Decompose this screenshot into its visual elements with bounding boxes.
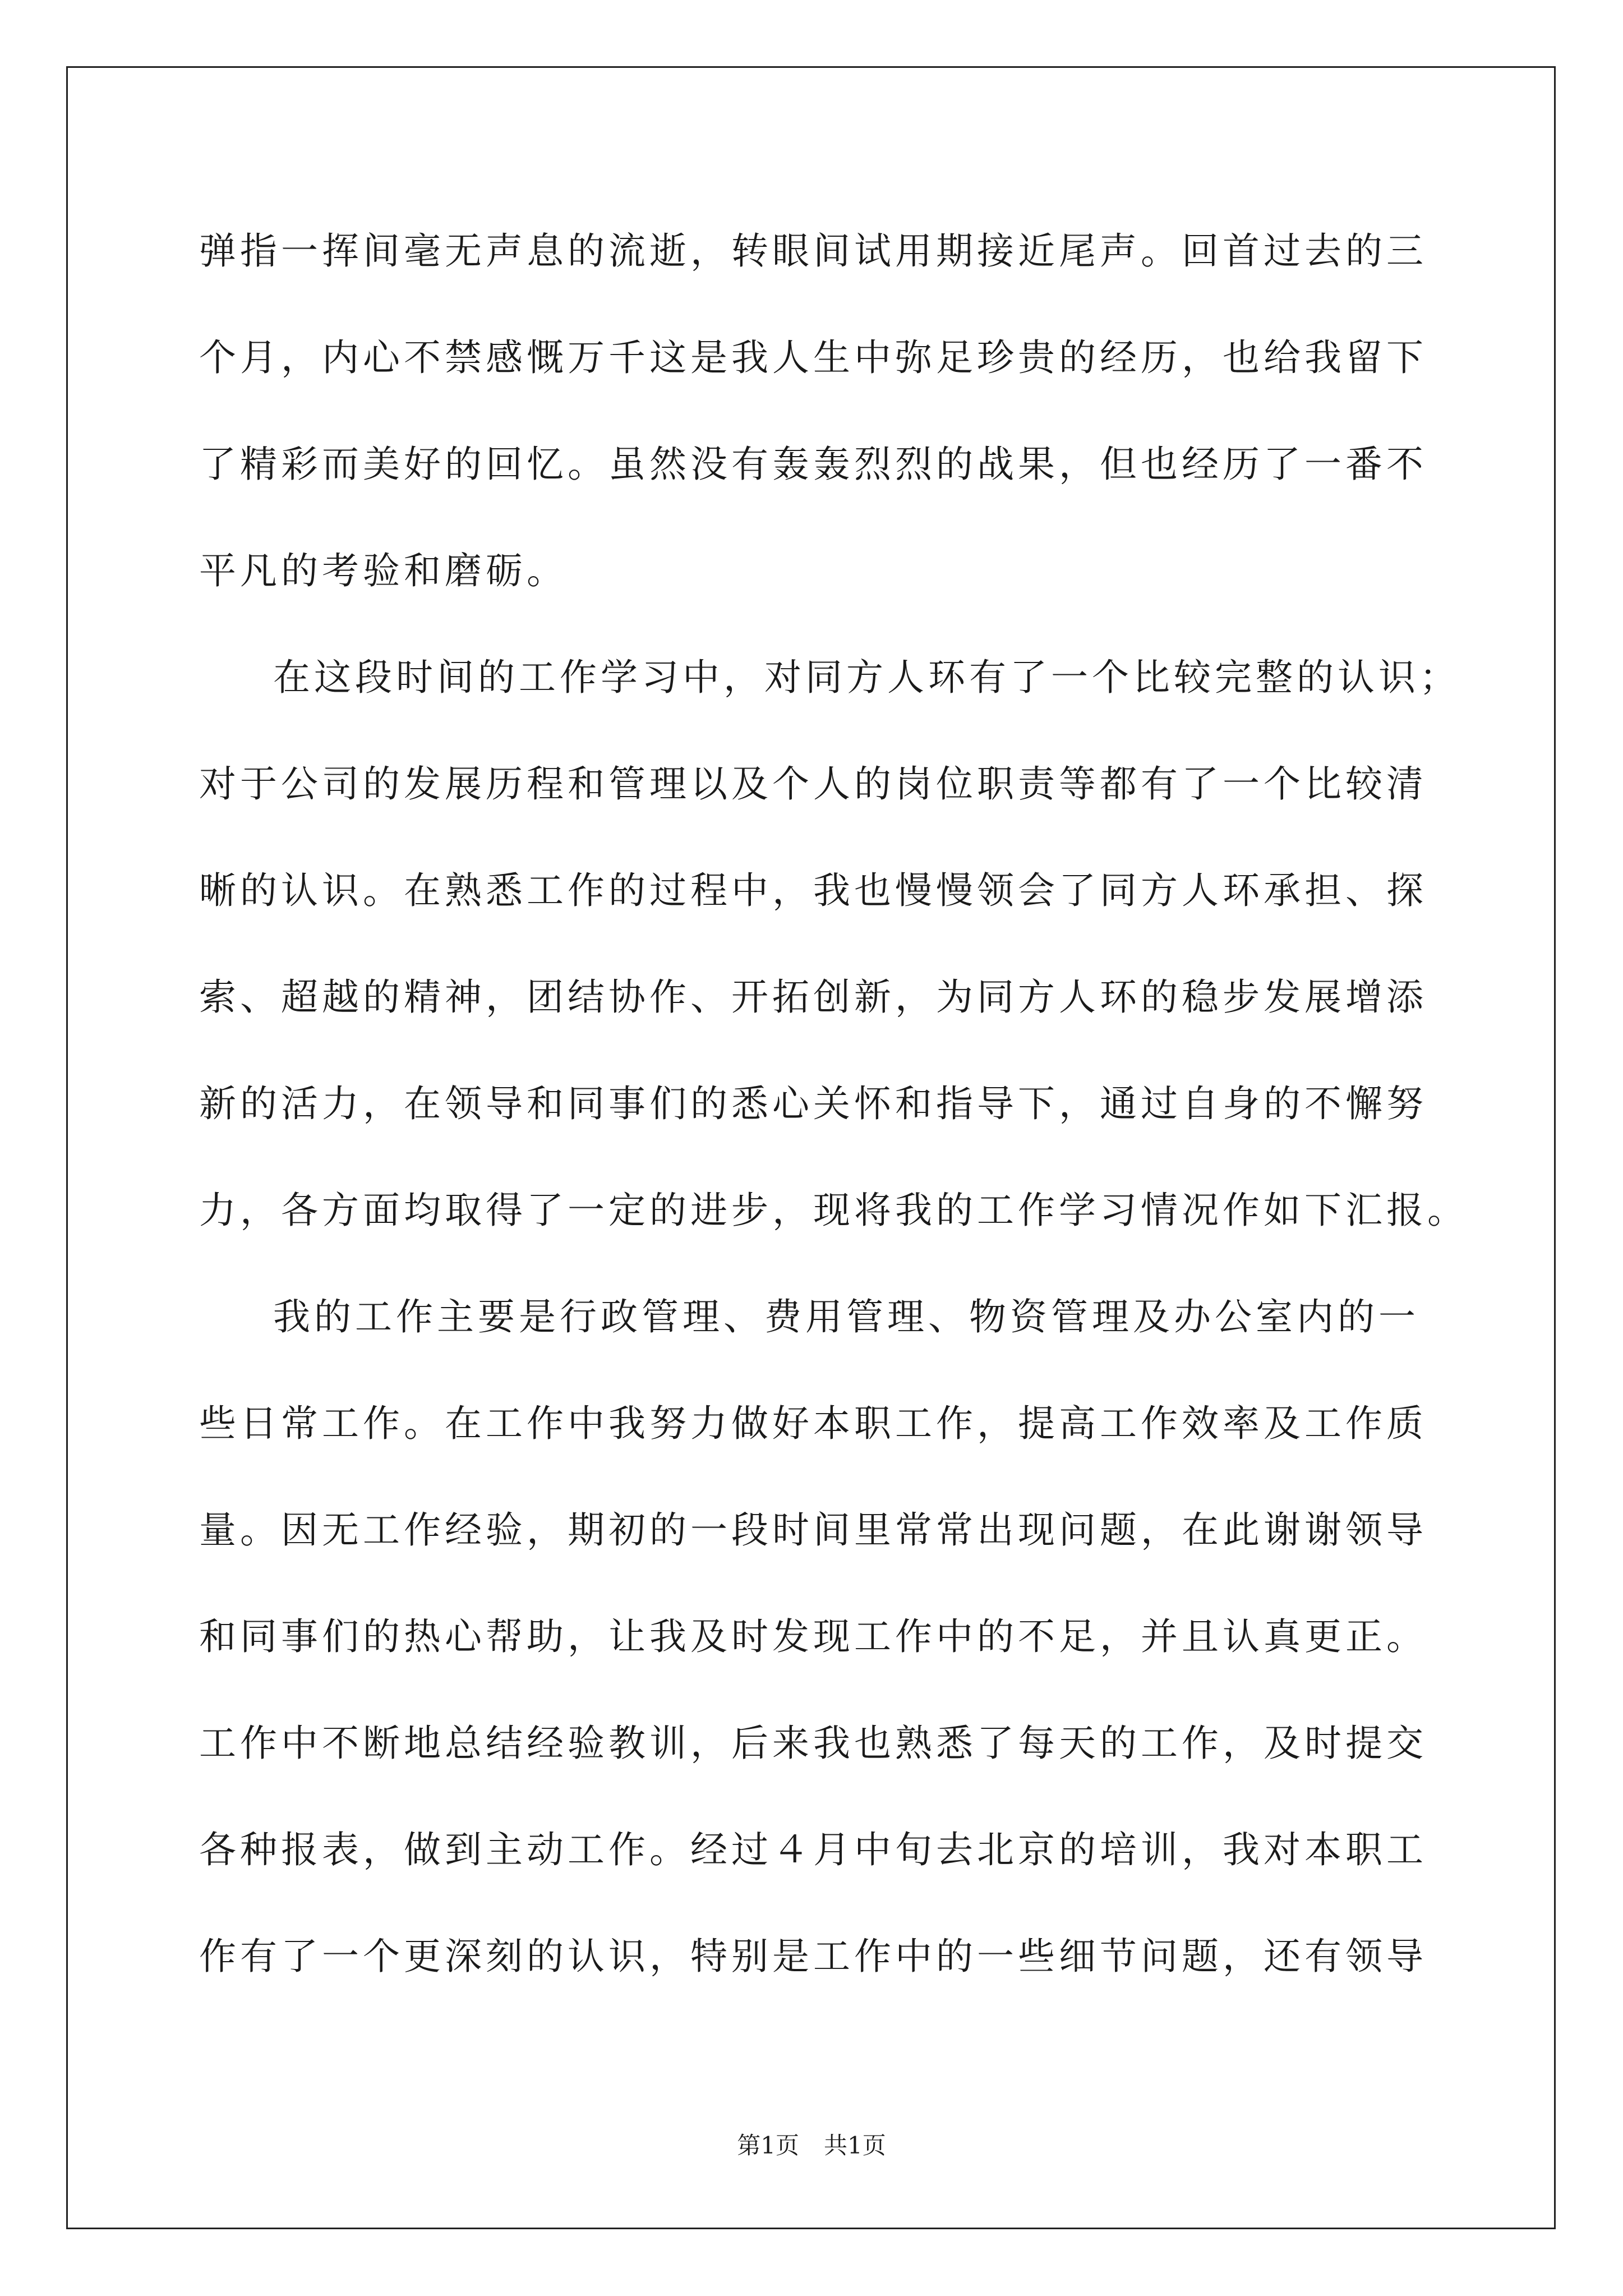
paragraph-2-line-6: 力，各方面均取得了一定的进步，现将我的工作学习情况作如下汇报。 [199,1189,1468,1232]
page-number-current: 第1页 [737,2132,799,2159]
paragraph-1-line-2: 个月，内心不禁感慨万千这是我人生中弥足珍贵的经历，也给我留下 [199,336,1427,379]
paragraph-1-line-3: 了精彩而美好的回忆。虽然没有轰轰烈烈的战果，但也经历了一番不 [199,443,1427,486]
paragraph-3-line-3: 量。因无工作经验，期初的一段时间里常常出现问题，在此谢谢领导 [199,1508,1427,1552]
paragraph-2-line-3: 晰的认识。在熟悉工作的过程中，我也慢慢领会了同方人环承担、探 [199,869,1427,912]
paragraph-2-line-5: 新的活力，在领导和同事们的悉心关怀和指导下，通过自身的不懈努 [199,1082,1427,1125]
paragraph-2-line-2: 对于公司的发展历程和管理以及个人的岗位职责等都有了一个比较清 [199,762,1427,806]
paragraph-2-line-1: 在这段时间的工作学习中，对同方人环有了一个比较完整的认识； [273,656,1460,699]
paragraph-3-line-6: 各种报表，做到主动工作。经过４月中旬去北京的培训，我对本职工 [199,1828,1427,1871]
paragraph-2-line-4: 索、超越的精神，团结协作、开拓创新，为同方人环的稳步发展增添 [199,976,1427,1019]
paragraph-3-line-4: 和同事们的热心帮助，让我及时发现工作中的不足，并且认真更正。 [199,1615,1427,1658]
paragraph-3-line-1: 我的工作主要是行政管理、费用管理、物资管理及办公室内的一 [273,1295,1419,1338]
page-number-total: 共1页 [824,2132,886,2159]
paragraph-1-line-4: 平凡的考验和磨砺。 [199,549,568,592]
page-footer [0,2129,1623,2162]
paragraph-3-line-5: 工作中不断地总结经验教训，后来我也熟悉了每天的工作，及时提交 [199,1722,1427,1765]
paragraph-3-line-2: 些日常工作。在工作中我努力做好本职工作，提高工作效率及工作质 [199,1402,1427,1445]
paragraph-3-line-7: 作有了一个更深刻的认识，特别是工作中的一些细节问题，还有领导 [199,1935,1427,1978]
paragraph-1-line-1: 弹指一挥间毫无声息的流逝，转眼间试用期接近尾声。回首过去的三 [199,229,1427,273]
